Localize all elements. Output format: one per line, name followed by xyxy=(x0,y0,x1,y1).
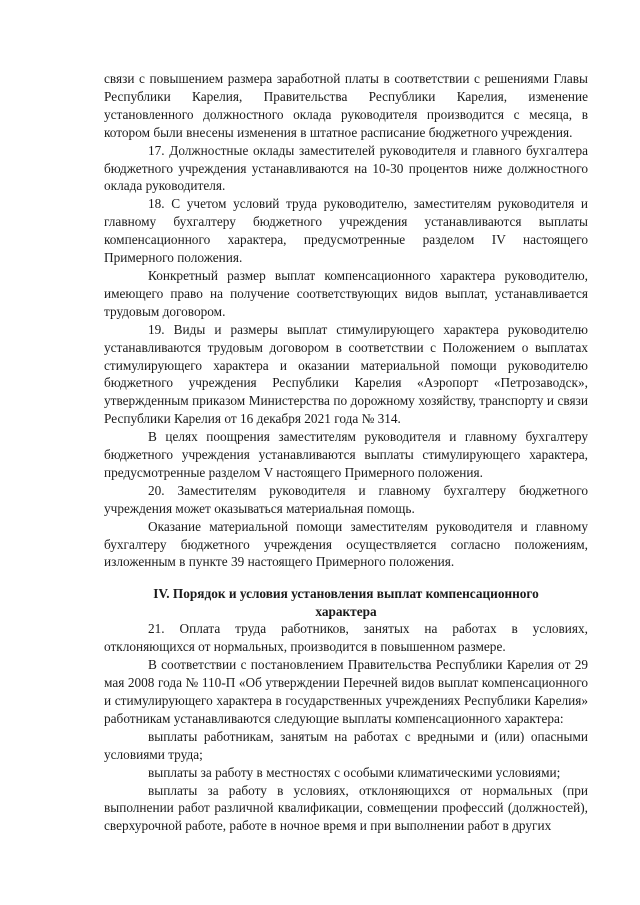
document-page xyxy=(104,70,588,835)
paragraph: выплаты за работу в условиях, отклоняющихся от нормальных (при выполнении работ различной квалификации, совмещении профессий (должностей), сверхурочной работе, работе в ночное время и при выполнении работ в других xyxy=(104,782,588,834)
paragraph: выплаты работникам, занятым на работах с вредными и (или) опасными условиями труда; xyxy=(104,728,588,762)
paragraph: Оказание материальной помощи заместителям руководителя и главному бухгалтеру бюджетного учреждения осуществляется согласно положениям, изложенным в пункте 39 настоящего Примерного положения. xyxy=(104,518,588,570)
paragraph: 19. Виды и размеры выплат стимулирующего характера руководителю устанавливаются трудовым договором в соответствии с Положением о выплатах стимулирующего характера и оказании материальной помощи руководителю бюджетного учреждения Республики Карелия «Аэропорт «Петрозаводск», утвержденным приказом Министерства по дорожному хозяйству, транспорту и связи Республики Карелия от 16 декабря 2021 года № 314. xyxy=(104,321,588,427)
paragraph: Конкретный размер выплат компенсационного характера руководителю, имеющего право на получение соответствующих видов выплат, устанавливается трудовым договором. xyxy=(104,267,588,319)
paragraph: связи с повышением размера заработной платы в соответствии с решениями Главы Республики Карелия, Правительства Республики Карелия, изменение установленного должностного оклада руководителя производится с месяца, в котором были внесены изменения в штатное расписание бюджетного учреждения. xyxy=(104,71,588,140)
paragraph: выплаты за работу в местностях с особыми климатическими условиями; xyxy=(148,764,561,780)
section-heading xyxy=(104,585,588,620)
paragraph: 18. С учетом условий труда руководителю, заместителям руководителя и главному бухгалтеру бюджетного учреждения устанавливаются выплаты компенсационного характера, предусмотренные разделом IV настоящего Примерного положения. xyxy=(104,196,588,266)
section-heading-line: характера xyxy=(315,603,377,619)
paragraph: В целях поощрения заместителям руководителя и главному бухгалтеру бюджетного учреждения устанавливаются выплаты стимулирующего характера, предусмотренные разделом V настоящего Примерного положения. xyxy=(104,429,588,480)
paragraph: 21. Оплата труда работников, занятых на работах в условиях, отклоняющихся от нормальных, производится в повышенном размере. xyxy=(104,621,588,655)
section-heading-line: IV. Порядок и условия установления выплат компенсационного xyxy=(153,586,539,602)
paragraph: В соответствии с постановлением Правительства Республики Карелия от 29 мая 2008 года № 110-П «Об утверждении Перечней видов выплат компенсационного и стимулирующего характера в государственных учреждениях Республики Карелия» работникам устанавливаются следующие выплаты компенсационного характера: xyxy=(104,657,588,726)
paragraph: 20. Заместителям руководителя и главному бухгалтеру бюджетного учреждения может оказываться материальная помощь. xyxy=(104,482,588,516)
paragraph: 17. Должностные оклады заместителей руководителя и главного бухгалтера бюджетного учреждения устанавливаются на 10-30 процентов ниже должностного оклада руководителя. xyxy=(104,142,588,194)
